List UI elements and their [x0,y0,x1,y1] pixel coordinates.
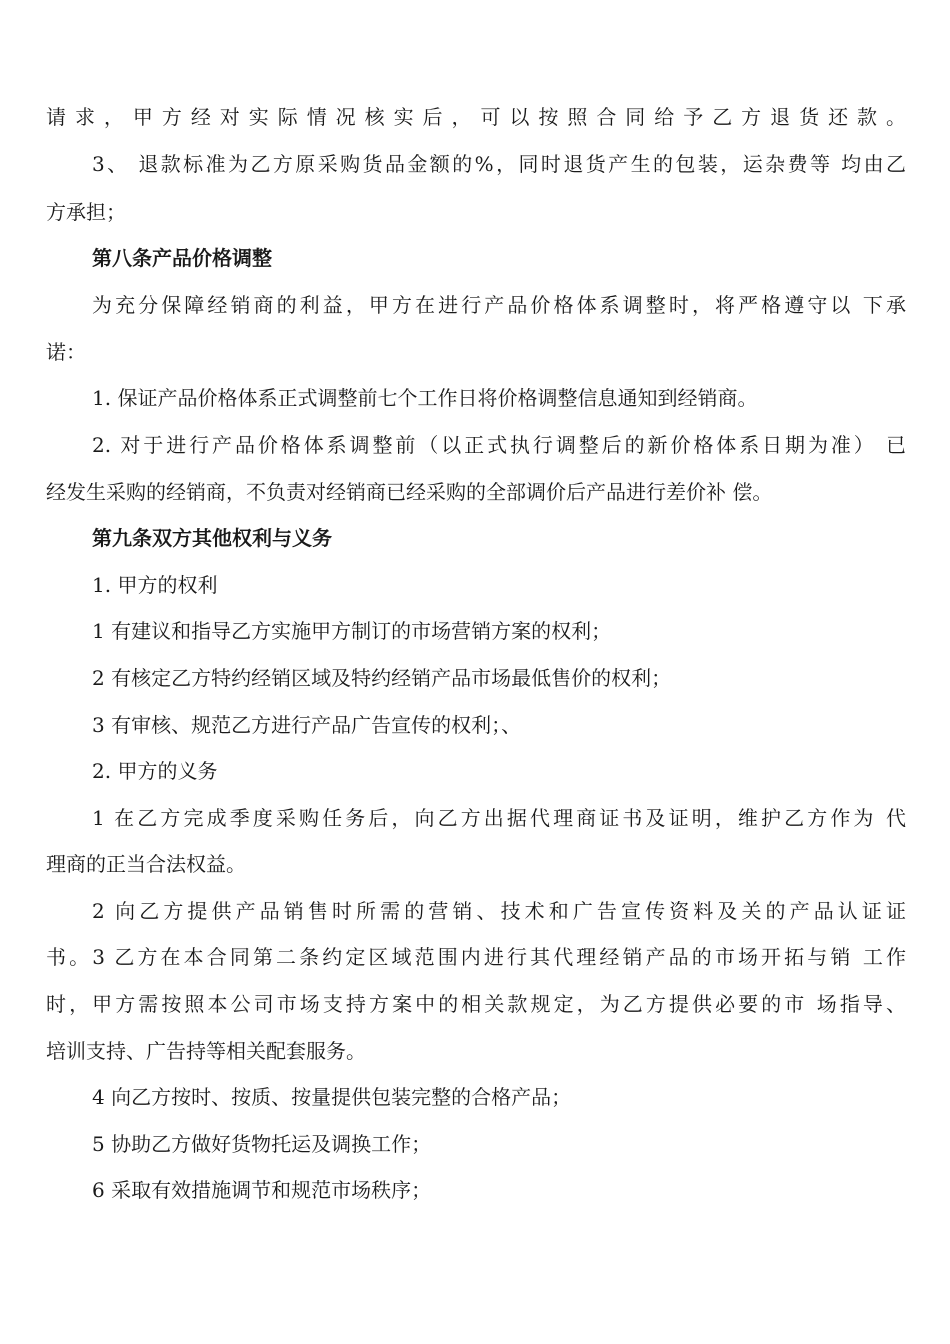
paragraph-line: 书。3 乙方在本合同第二条约定区域范围内进行其代理经销产品的市场开拓与销 工作 [46,945,906,969]
list-item: 2 有核定乙方特约经销区域及特约经销产品市场最低售价的权利； [92,666,672,690]
paragraph-line: 时，甲方需按照本公司市场支持方案中的相关款规定，为乙方提供必要的市 场指导、 [46,992,906,1016]
subsection-heading: 2. 甲方的义务 [92,759,218,783]
list-item: 1 在乙方完成季度采购任务后，向乙方出据代理商证书及证明，维护乙方作为 代 [92,806,906,830]
paragraph-line: 经发生采购的经销商，不负责对经销商已经采购的全部调价后产品进行差价补 偿。 [46,480,773,504]
paragraph-line: 方承担； [46,200,126,224]
list-item: 3 有审核、规范乙方进行产品广告宣传的权利；、 [92,713,522,737]
paragraph-line: 诺： [46,340,86,364]
paragraph-line: 理商的正当合法权益。 [46,852,246,876]
paragraph-line: 培训支持、广告持等相关配套服务。 [46,1039,366,1063]
list-item: 4 向乙方按时、按质、按量提供包装完整的合格产品； [92,1085,572,1109]
paragraph-line: 1. 保证产品价格体系正式调整前七个工作日将价格调整信息通知到经销商。 [92,386,758,410]
list-item: 5 协助乙方做好货物托运及调换工作； [92,1132,432,1156]
paragraph-line: 请求，甲方经对实际情况核实后，可以按照合同给予乙方退货还款。 [46,105,906,129]
list-item: 2 向乙方提供产品销售时所需的营销、技术和广告宣传资料及关的产品认证证 [92,899,906,923]
paragraph-line: 3、 退款标准为乙方原采购货品金额的%，同时退货产生的包装，运杂费等 均由乙 [92,152,906,176]
list-item: 1 有建议和指导乙方实施甲方制订的市场营销方案的权利； [92,619,612,643]
paragraph-line: 为充分保障经销商的利益，甲方在进行产品价格体系调整时，将严格遵守以 下承 [92,293,906,317]
section-heading: 第八条产品价格调整 [92,246,272,270]
list-item: 6 采取有效措施调节和规范市场秩序； [92,1178,432,1202]
section-heading: 第九条双方其他权利与义务 [92,526,332,550]
paragraph-line: 2. 对于进行产品价格体系调整前（以正式执行调整后的新价格体系日期为准） 已 [92,433,906,457]
subsection-heading: 1. 甲方的权利 [92,573,218,597]
